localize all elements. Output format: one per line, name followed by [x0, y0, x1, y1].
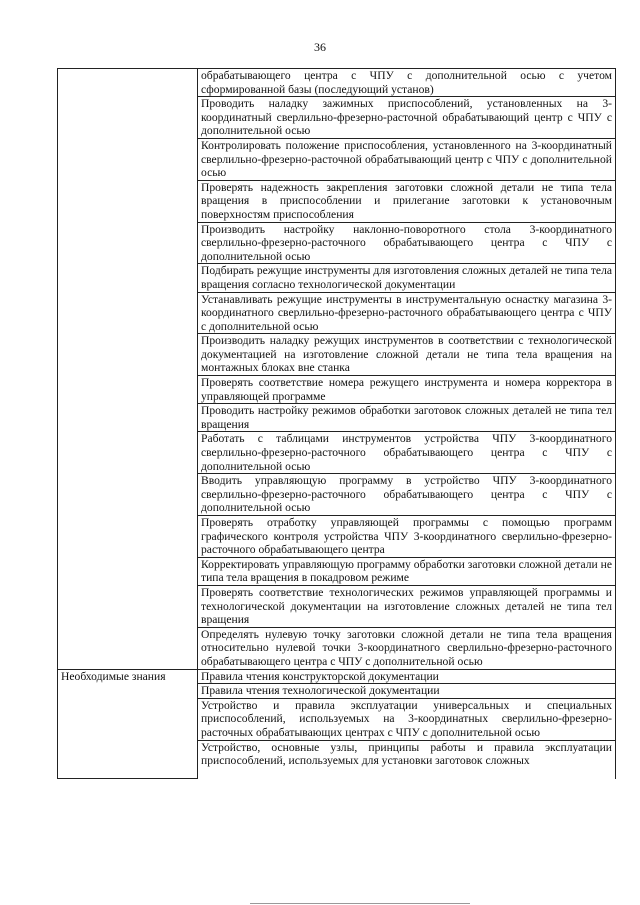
- skill-item: Устанавливать режущие инструменты в инструментальную оснастку магазина 3-координатного сверлильно-фрезерно-расточного обрабатывающего центра с ЧПУ с дополнительной осью: [198, 292, 616, 334]
- skill-item: Проводить настройку режимов обработки заготовок сложных деталей не типа тел вращения: [198, 404, 616, 432]
- skill-item: Проверять соответствие номера режущего инструмента и номера корректора в управляющей программе: [198, 376, 616, 404]
- skill-item: Работать с таблицами инструментов устройства ЧПУ 3-координатного сверлильно-фрезерно-расточного обрабатывающего центра с ЧПУ с дополнительной осью: [198, 432, 616, 474]
- skill-item: Проводить наладку зажимных приспособлений, установленных на 3-координатный сверлильно-фрезерно-расточной обрабатывающий центр с ЧПУ с дополнительной осью: [198, 97, 616, 139]
- skills-label-cell: [58, 69, 198, 670]
- knowledge-item: Правила чтения технологической документации: [198, 684, 616, 699]
- page-bottom-divider: [250, 903, 470, 904]
- skill-item: Контролировать положение приспособления, установленного на 3-координатный сверлильно-фрезерно-расточной обрабатывающий центр с ЧПУ с дополнительной осью: [198, 138, 616, 180]
- skill-item: Производить настройку наклонно-поворотного стола 3-координатного сверлильно-фрезерно-расточного обрабатывающего центра с ЧПУ с дополнительной осью: [198, 222, 616, 264]
- skill-item: Подбирать режущие инструменты для изготовления сложных деталей не типа тела вращения согласно технологической документации: [198, 264, 616, 292]
- knowledge-item: Устройство и правила эксплуатации универсальных и специальных приспособлений, используемых на 3-координатных сверлильно-фрезерно-расточных обрабатывающих центрах с ЧПУ с дополнительной осью: [198, 698, 616, 740]
- knowledge-item: Устройство, основные узлы, принципы работы и правила эксплуатации приспособлений, используемых для установки заготовок сложных: [198, 740, 616, 779]
- skill-item: Проверять отработку управляющей программы с помощью программ графического контроля устройства ЧПУ 3-координатного сверлильно-фрезерно-расточного обрабатывающего центра: [198, 516, 616, 558]
- skill-item: Производить наладку режущих инструментов в соответствии с технологической документацией на изготовление сложной детали не типа тела вращения на монтажных блоках вне станка: [198, 334, 616, 376]
- skill-item: Вводить управляющую программу в устройство ЧПУ 3-координатного сверлильно-фрезерно-расточного обрабатывающего центра с ЧПУ с дополнительной осью: [198, 474, 616, 516]
- skill-item: Определять нулевую точку заготовки сложной детали не типа тела вращения относительно нулевой точки 3-координатного сверлильно-фрезерно-расточного обрабатывающего центра с ЧПУ с дополнительной осью: [198, 627, 616, 669]
- competency-table: [57, 68, 616, 779]
- skill-item: Проверять надежность закрепления заготовки сложной детали не типа тела вращения в приспособлении и прилегание заготовки к установочным поверхностям приспособления: [198, 180, 616, 222]
- knowledge-item: Правила чтения конструкторской документации: [198, 669, 616, 684]
- skill-item: Проверять соответствие технологических режимов управляющей программы и технологической документации на изготовление сложных деталей не типа тел вращения: [198, 585, 616, 627]
- knowledge-label: Необходимые знания: [58, 669, 198, 778]
- skill-item: Корректировать управляющую программу обработки заготовки сложной детали не типа тела вращения в покадровом режиме: [198, 557, 616, 585]
- table-row: [58, 69, 616, 97]
- skill-item: обрабатывающего центра с ЧПУ с дополнительной осью с учетом сформированной базы (последующий установ): [198, 69, 616, 97]
- page-number: 36: [314, 40, 326, 54]
- table-row: [58, 669, 616, 684]
